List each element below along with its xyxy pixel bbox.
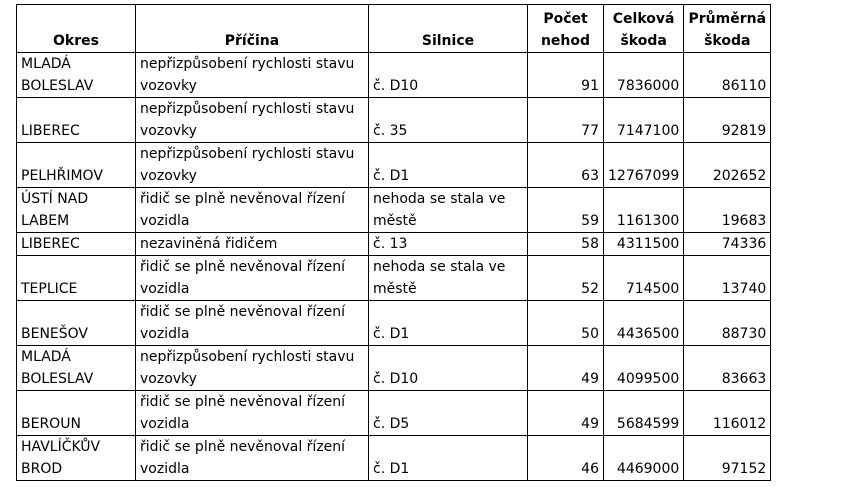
cell-pocet-nehod: 59: [528, 188, 604, 233]
table-row: [17, 301, 771, 346]
cell-pricina: řidič se plně nevěnoval řízení vozidla: [136, 256, 369, 301]
cell-celkova-skoda: 5684599: [604, 391, 684, 436]
cell-pricina: řidič se plně nevěnoval řízení vozidla: [136, 436, 369, 481]
accidents-table-container: [16, 4, 771, 481]
cell-pocet-nehod: 49: [528, 346, 604, 391]
table-row: [17, 391, 771, 436]
table-row: [17, 53, 771, 98]
cell-okres: BENEŠOV: [17, 301, 136, 346]
cell-pocet-nehod: 52: [528, 256, 604, 301]
cell-pricina: nepřizpůsobení rychlosti stavu vozovky: [136, 98, 369, 143]
table-header-row: [17, 5, 771, 53]
header-pricina: Příčina: [136, 5, 369, 53]
table-row: [17, 188, 771, 233]
header-okres: Okres: [17, 5, 136, 53]
header-silnice: Silnice: [369, 5, 528, 53]
cell-pocet-nehod: 91: [528, 53, 604, 98]
cell-prumerna-skoda: 88730: [684, 301, 771, 346]
cell-celkova-skoda: 4469000: [604, 436, 684, 481]
cell-prumerna-skoda: 83663: [684, 346, 771, 391]
cell-pricina: nezaviněná řidičem: [136, 233, 369, 256]
cell-pocet-nehod: 50: [528, 301, 604, 346]
table-body: [17, 53, 771, 481]
cell-pricina: řidič se plně nevěnoval řízení vozidla: [136, 301, 369, 346]
cell-pricina: nepřizpůsobení rychlosti stavu vozovky: [136, 346, 369, 391]
cell-celkova-skoda: 4311500: [604, 233, 684, 256]
cell-okres: PELHŘIMOV: [17, 143, 136, 188]
cell-pocet-nehod: 63: [528, 143, 604, 188]
cell-celkova-skoda: 7836000: [604, 53, 684, 98]
cell-silnice: č. D10: [369, 53, 528, 98]
cell-celkova-skoda: 12767099: [604, 143, 684, 188]
cell-silnice: č. D5: [369, 391, 528, 436]
cell-okres: LIBEREC: [17, 233, 136, 256]
cell-pricina: řidič se plně nevěnoval řízení vozidla: [136, 391, 369, 436]
cell-celkova-skoda: 4099500: [604, 346, 684, 391]
cell-pricina: řidič se plně nevěnoval řízení vozidla: [136, 188, 369, 233]
cell-okres: MLADÁ BOLESLAV: [17, 53, 136, 98]
cell-pricina: nepřizpůsobení rychlosti stavu vozovky: [136, 143, 369, 188]
cell-celkova-skoda: 714500: [604, 256, 684, 301]
cell-pocet-nehod: 46: [528, 436, 604, 481]
cell-silnice: č. D1: [369, 143, 528, 188]
cell-silnice: č. D1: [369, 436, 528, 481]
table-row: [17, 436, 771, 481]
cell-prumerna-skoda: 86110: [684, 53, 771, 98]
cell-okres: LIBEREC: [17, 98, 136, 143]
table-row: [17, 98, 771, 143]
cell-celkova-skoda: 4436500: [604, 301, 684, 346]
table-row: [17, 233, 771, 256]
cell-okres: MLADÁ BOLESLAV: [17, 346, 136, 391]
cell-silnice: č. D10: [369, 346, 528, 391]
cell-silnice: č. 13: [369, 233, 528, 256]
cell-okres: HAVLÍČKŮV BROD: [17, 436, 136, 481]
table-row: [17, 256, 771, 301]
cell-pocet-nehod: 58: [528, 233, 604, 256]
cell-okres: TEPLICE: [17, 256, 136, 301]
cell-prumerna-skoda: 116012: [684, 391, 771, 436]
cell-okres: BEROUN: [17, 391, 136, 436]
header-prumerna-skoda: Průměrná škoda: [684, 5, 771, 53]
header-pocet-nehod: Počet nehod: [528, 5, 604, 53]
cell-prumerna-skoda: 92819: [684, 98, 771, 143]
cell-pocet-nehod: 77: [528, 98, 604, 143]
cell-celkova-skoda: 1161300: [604, 188, 684, 233]
cell-prumerna-skoda: 13740: [684, 256, 771, 301]
cell-celkova-skoda: 7147100: [604, 98, 684, 143]
header-celkova-skoda: Celková škoda: [604, 5, 684, 53]
cell-silnice: č. 35: [369, 98, 528, 143]
cell-okres: ÚSTÍ NAD LABEM: [17, 188, 136, 233]
cell-pocet-nehod: 49: [528, 391, 604, 436]
table-row: [17, 346, 771, 391]
cell-prumerna-skoda: 19683: [684, 188, 771, 233]
cell-prumerna-skoda: 74336: [684, 233, 771, 256]
cell-prumerna-skoda: 97152: [684, 436, 771, 481]
cell-pricina: nepřizpůsobení rychlosti stavu vozovky: [136, 53, 369, 98]
cell-silnice: č. D1: [369, 301, 528, 346]
accidents-table: [16, 4, 771, 481]
table-row: [17, 143, 771, 188]
cell-prumerna-skoda: 202652: [684, 143, 771, 188]
cell-silnice: nehoda se stala ve městě: [369, 188, 528, 233]
cell-silnice: nehoda se stala ve městě: [369, 256, 528, 301]
